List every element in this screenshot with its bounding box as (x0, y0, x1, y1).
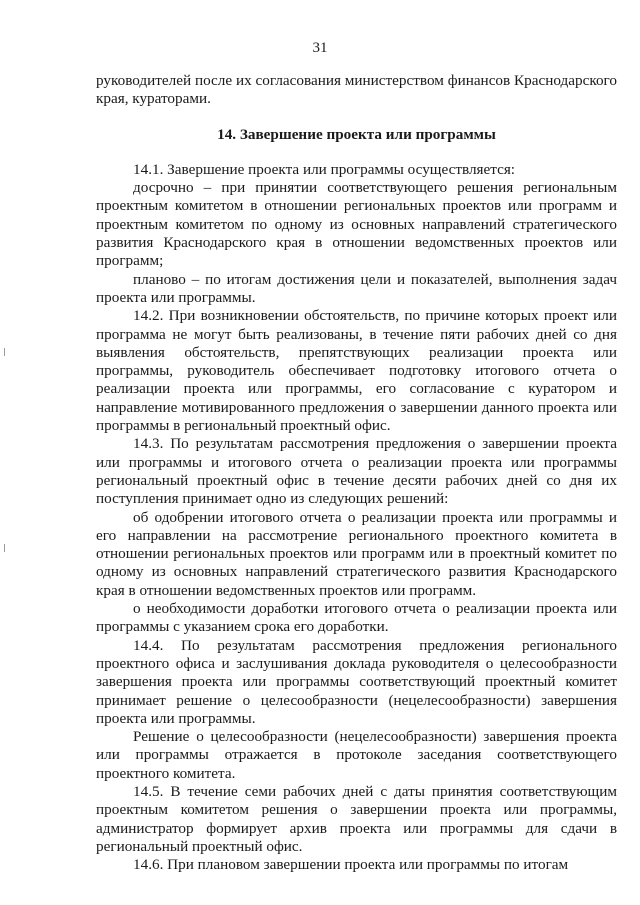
page-number: 31 (312, 40, 328, 56)
paragraph-14-6: 14.6. При плановом завершении проекта или программы по итогам (133, 856, 569, 874)
paragraph-14-4: 14.4. По результатам рассмотрения предложения регионального проектного офиса и заслушивания доклада руководителя о целесообразности завершения проекта или программы соответствующий проектный комитет принимает решение о целесообразности (нецелесообразности) завершения проекта или программы. (96, 636, 617, 727)
paragraph-early-completion: досрочно – при принятии соответствующего решения региональным проектным комитетом в отношении региональных проектов или программ и проектным комитетом по одному из основных направлений стратегического развития Краснодарского края в отношении ведомственных проектов или программ; (96, 179, 617, 270)
paragraph-14-3: 14.3. По результатам рассмотрения предложения о завершении проекта или программы и итогового отчета о реализации проекта или программы региональный проектный офис в течение десяти рабочих дней со дня их поступления принимает одно из следующих решений: (96, 435, 617, 508)
paragraph-14-1: 14.1. Завершение проекта или программы осуществляется: (133, 160, 516, 178)
paragraph-decision-recorded: Решение о целесообразности (нецелесообразности) завершения проекта или программы отражается в протоколе заседания соответствующего проектного комитета. (96, 728, 617, 782)
paragraph-14-2: 14.2. При возникновении обстоятельств, по причине которых проект или программа не могут быть реализованы, в течение пяти рабочих дней со дня выявления обстоятельств, препятствующих реализации проекта или программы, руководитель обеспечивает подготовку итогового отчета о реализации проекта или программы, его согласование с куратором и направление мотивированного предложения о завершении данного проекта или программы в региональный проектный офис. (96, 307, 617, 435)
paragraph-planned-completion: планово – по итогам достижения цели и показателей, выполнения задач проекта или программы. (96, 270, 617, 306)
document-body (96, 72, 617, 874)
margin-mark (4, 348, 5, 356)
paragraph-approval-decision: об одобрении итогового отчета о реализации проекта или программы и его направлении на рассмотрение регионального проектного комитета в отношении региональных проектов или программ или в проектный комитет по одному из основных направлений стратегического развития Краснодарского края в отношении ведомственных проектов или программ. (96, 508, 617, 599)
paragraph-revision-decision: о необходимости доработки итогового отчета о реализации проекта или программы с указанием срока его доработки. (96, 600, 617, 636)
paragraph-14-5: 14.5. В течение семи рабочих дней с даты принятия соответствующим проектным комитетом решения о завершении проекта или программы, администратор формирует архив проекта или программы для сдачи в региональный проектный офис. (96, 782, 617, 855)
intro-paragraph: руководителей после их согласования министерством финансов Краснодарского края, кураторами. (96, 72, 617, 108)
margin-mark (4, 544, 5, 552)
section-heading: 14. Завершение проекта или программы (217, 125, 496, 143)
